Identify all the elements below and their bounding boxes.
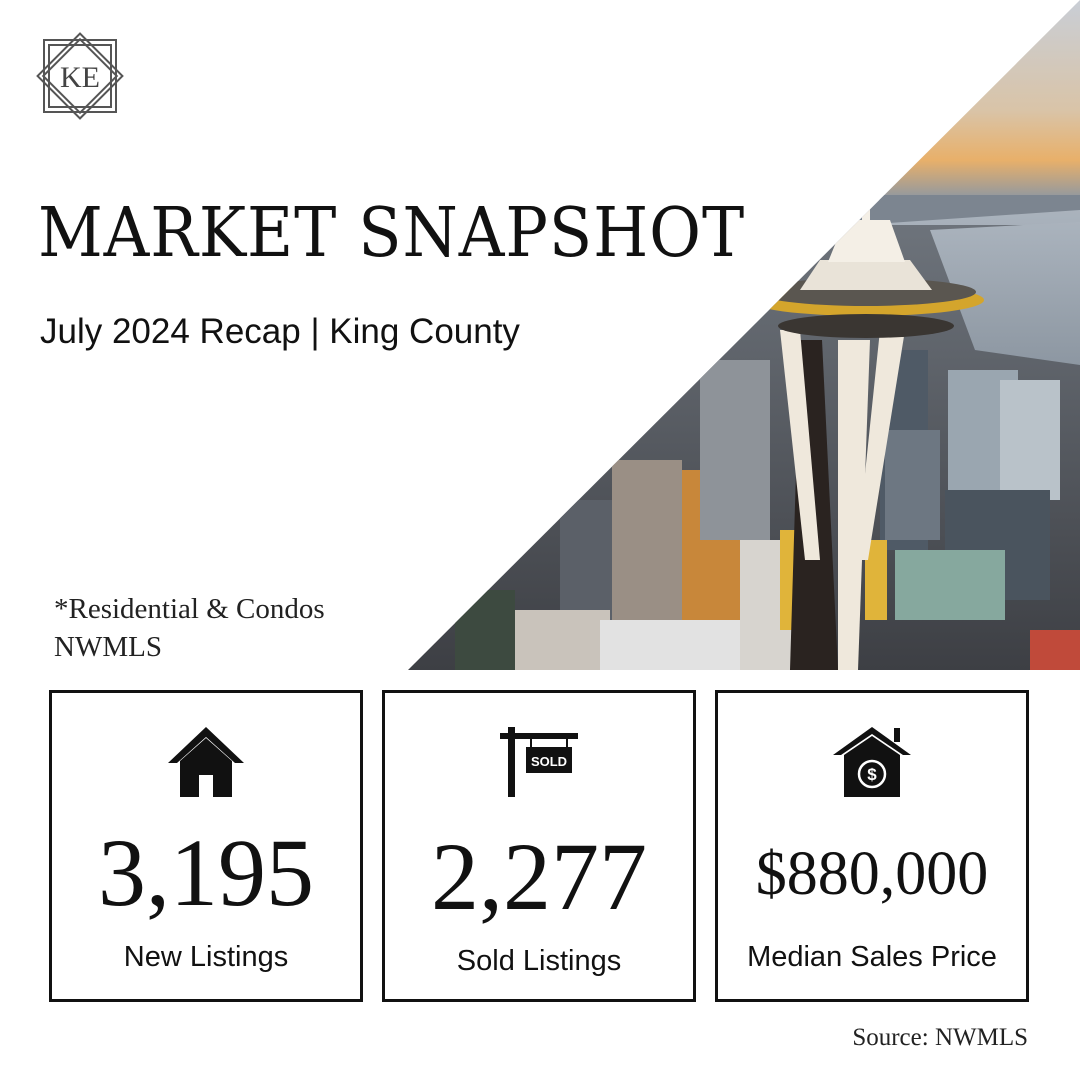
stat-card-new-listings — [49, 690, 363, 1002]
stat-label: Median Sales Price — [747, 941, 997, 973]
page-title: MARKET SNAPSHOT — [38, 194, 746, 273]
stat-value: 2,277 — [431, 823, 647, 930]
stat-value: 3,195 — [98, 819, 314, 926]
stat-label: New Listings — [123, 941, 289, 973]
note-line-2: NWMLS — [54, 631, 162, 663]
house-dollar-icon — [832, 725, 912, 799]
stat-value: $880,000 — [755, 840, 989, 908]
svg-text:SOLD: SOLD — [530, 754, 568, 769]
stat-card-sold-listings — [382, 690, 696, 1002]
page-subtitle: July 2024 Recap | King County — [40, 312, 520, 351]
svg-text:KE: KE — [60, 61, 100, 94]
stat-card-median-sales-price — [715, 690, 1029, 1002]
sold-sign-icon — [500, 725, 578, 797]
house-icon — [167, 725, 245, 799]
stat-label: Sold Listings — [456, 945, 622, 977]
data-note — [54, 590, 325, 666]
svg-text:$: $ — [867, 765, 877, 784]
note-line-1: *Residential & Condos — [54, 593, 325, 625]
source-credit: Source: NWMLS — [852, 1024, 1028, 1051]
